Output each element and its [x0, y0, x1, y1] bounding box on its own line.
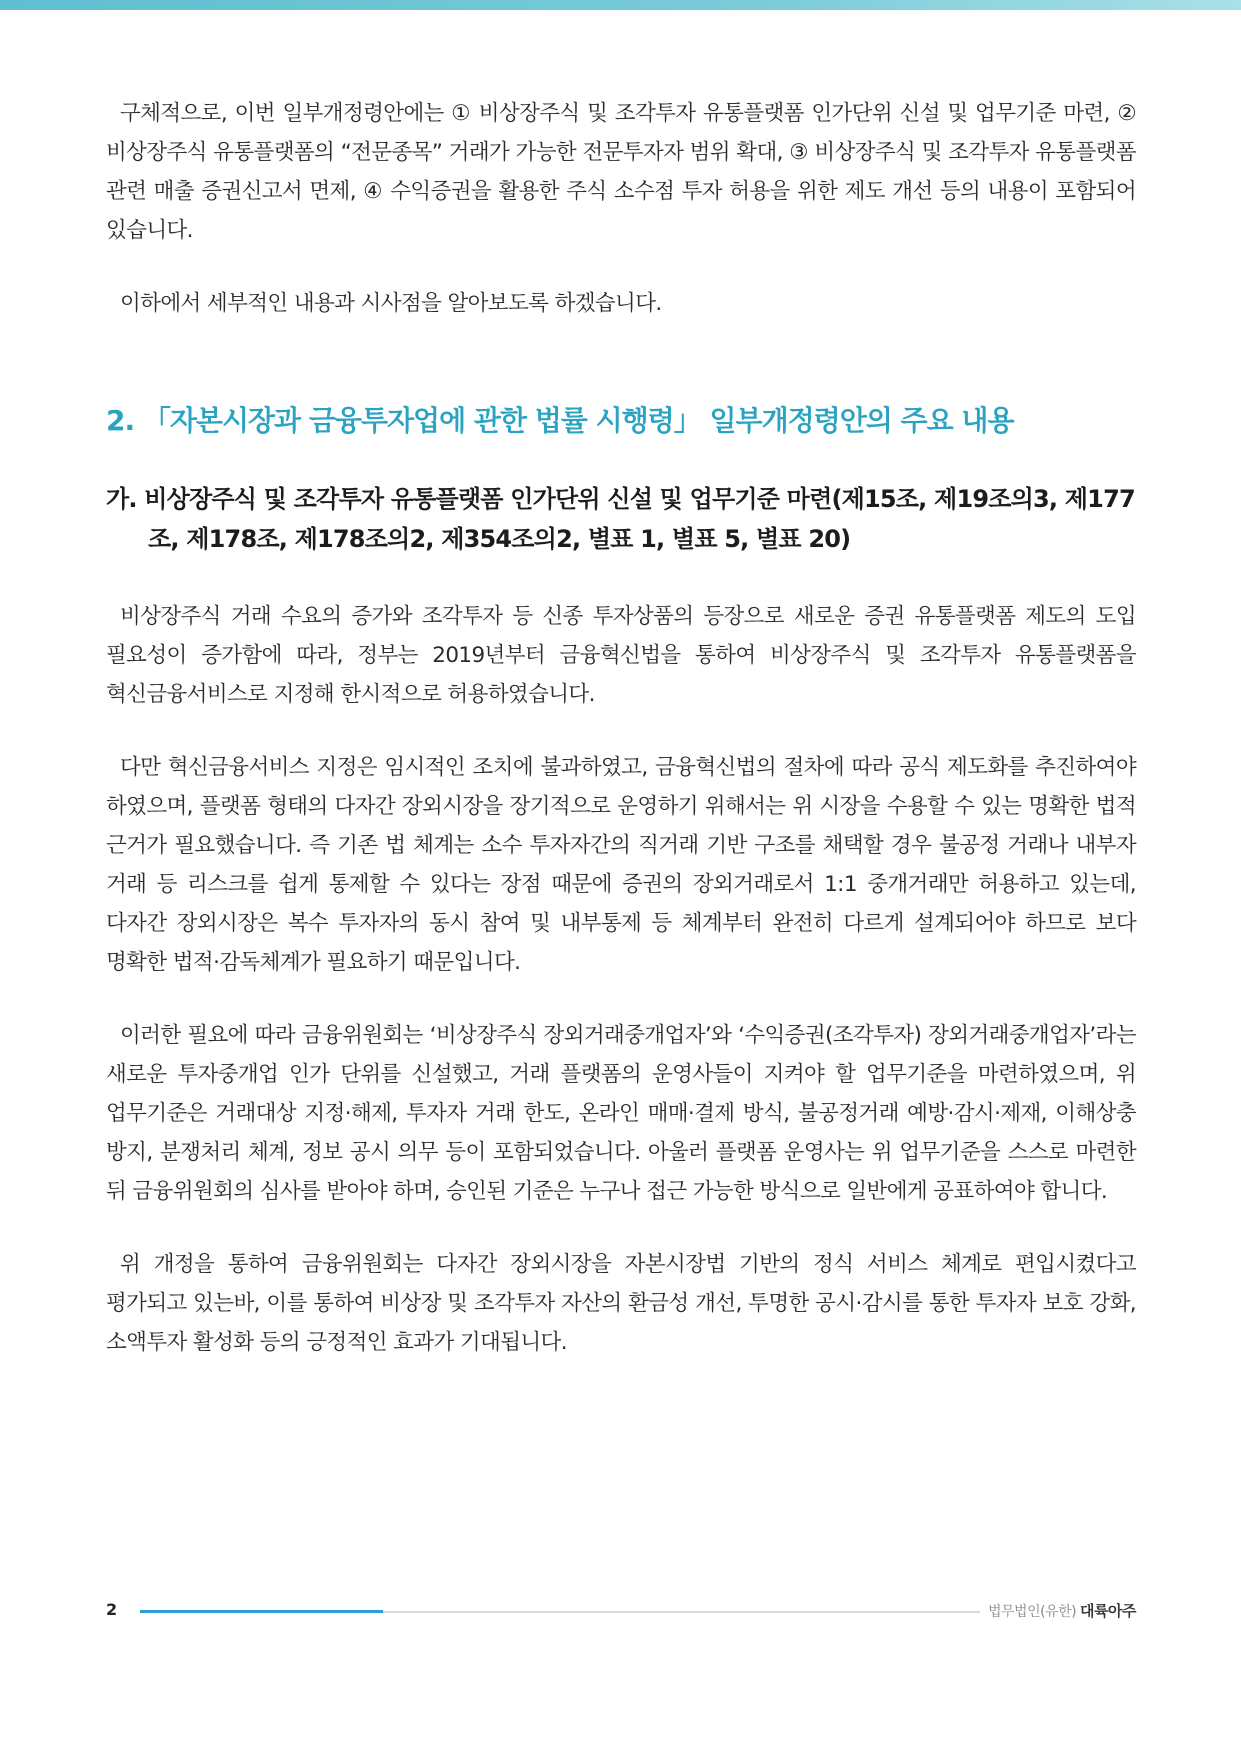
body-paragraph-4: 위 개정을 통하여 금융위원회는 다자간 장외시장을 자본시장법 기반의 정식 서비스 체계로 편입시켰다고 평가되고 있는바, 이를 통하여 비상장 및 조각투자 자산의 환금성 개선, 투명한 공시·감시를 통한 투자자 보호 강화, 소액투자 활성화 등의 긍정적인 효과가 기대됩니다.	[106, 1252, 1136, 1355]
subsection-heading: 가. 비상장주식 및 조각투자 유통플랫폼 인가단위 신설 및 업무기준 마련(제15조, 제19조의3, 제177조, 제178조, 제178조의2, 제354조의2, 별표 1, 별표 5, 별표 20)	[106, 485, 1135, 553]
section-title: 2. 「자본시장과 금융투자업에 관한 법률 시행령」 일부개정령안의 주요 내용	[106, 404, 1014, 437]
page-number: 2	[106, 1600, 118, 1619]
firm-prefix: 법무법인(유한)	[988, 1604, 1077, 1620]
footer-divider-accent	[140, 1610, 383, 1613]
firm-name: 대륙아주	[1080, 1602, 1136, 1620]
footer-firm	[988, 1600, 1136, 1621]
top-accent-bar	[0, 0, 1241, 10]
document-body	[106, 94, 1136, 1362]
body-paragraph-2: 다만 혁신금융서비스 지정은 임시적인 조치에 불과하였고, 금융혁신법의 절차에 따라 공식 제도화를 추진하여야 하였으며, 플랫폼 형태의 다자간 장외시장을 장기적으로 운영하기 위해서는 위 시장을 수용할 수 있는 명확한 법적 근거가 필요했습니다. 즉 기존 법 체계는 소수 투자자간의 직거래 기반 구조를 채택할 경우 불공정 거래나 내부자 거래 등 리스크를 쉽게 통제할 수 있다는 장점 때문에 증권의 장외거래로서 1:1 중개거래만 허용하고 있는데, 다자간 장외시장은 복수 투자자의 동시 참여 및 내부통제 등 체계부터 완전히 다르게 설계되어야 하므로 보다 명확한 법적·감독체계가 필요하기 때문입니다.	[106, 755, 1136, 975]
intro-paragraph-2: 이하에서 세부적인 내용과 시사점을 알아보도록 하겠습니다.	[120, 291, 662, 316]
body-paragraph-1: 비상장주식 거래 수요의 증가와 조각투자 등 신종 투자상품의 등장으로 새로운 증권 유통플랫폼 제도의 도입 필요성이 증가함에 따라, 정부는 2019년부터 금융혁신법을 통하여 비상장주식 및 조각투자 유통플랫폼을 혁신금융서비스로 지정해 한시적으로 허용하였습니다.	[106, 604, 1136, 707]
intro-paragraph-1: 구체적으로, 이번 일부개정령안에는 ① 비상장주식 및 조각투자 유통플랫폼 인가단위 신설 및 업무기준 마련, ② 비상장주식 유통플랫폼의 “전문종목” 거래가 가능한 전문투자자 범위 확대, ③ 비상장주식 및 조각투자 유통플랫폼 관련 매출 증권신고서 면제, ④ 수익증권을 활용한 주식 소수점 투자 허용을 위한 제도 개선 등의 내용이 포함되어 있습니다.	[106, 101, 1136, 243]
body-paragraph-3: 이러한 필요에 따라 금융위원회는 ‘비상장주식 장외거래중개업자’와 ‘수익증권(조각투자) 장외거래중개업자’라는 새로운 투자중개업 인가 단위를 신설했고, 거래 플랫폼의 운영사들이 지켜야 할 업무기준을 마련하였으며, 위 업무기준은 거래대상 지정·해제, 투자자 거래 한도, 온라인 매매·결제 방식, 불공정거래 예방·감시·제재, 이해상충 방지, 분쟁처리 체계, 정보 공시 의무 등이 포함되었습니다. 아울러 플랫폼 운영사는 위 업무기준을 스스로 마련한 뒤 금융위원회의 심사를 받아야 하며, 승인된 기준은 누구나 접근 가능한 방식으로 일반에게 공표하여야 합니다.	[106, 1023, 1136, 1204]
